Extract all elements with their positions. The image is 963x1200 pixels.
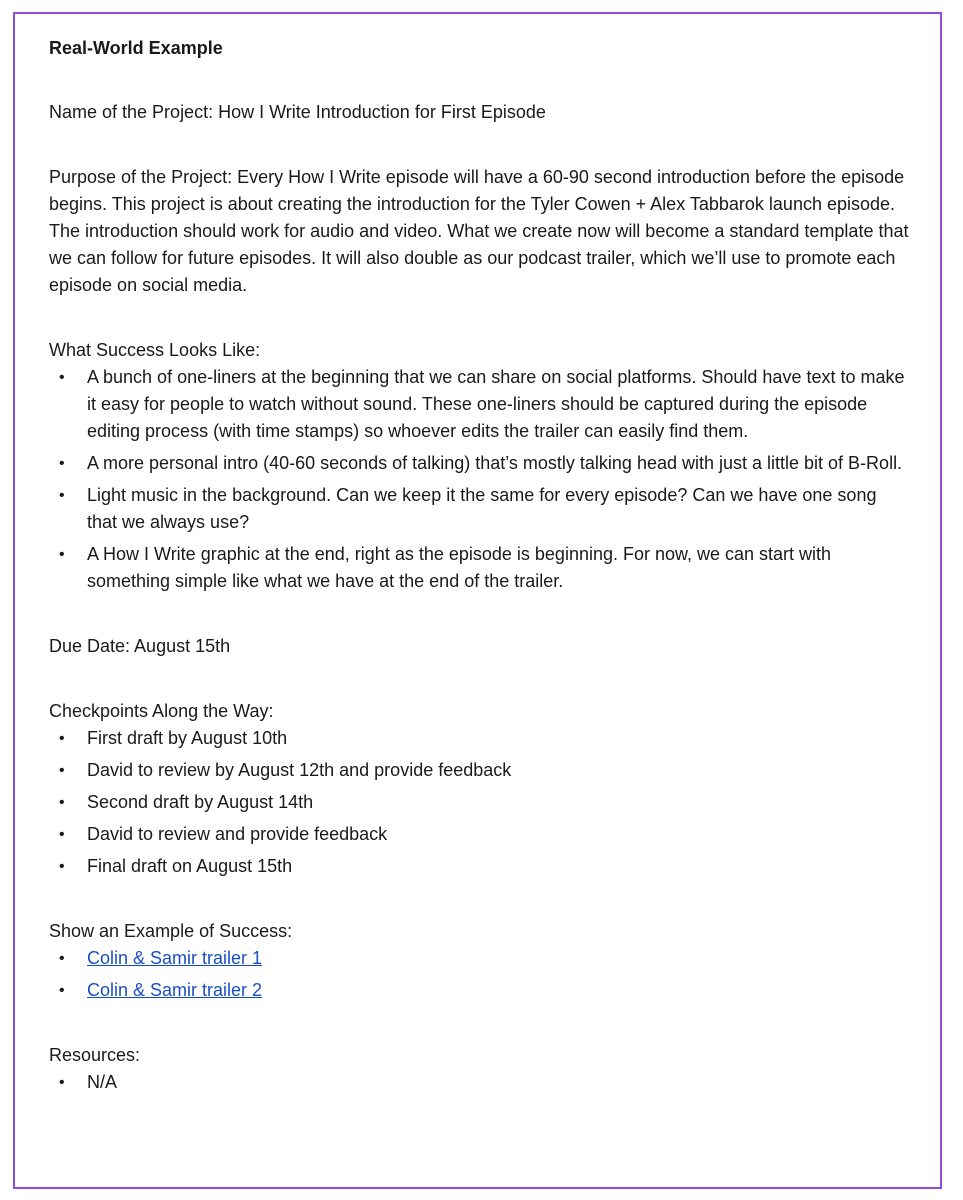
bullet-icon: • — [59, 546, 65, 563]
bullet-icon: • — [59, 950, 65, 967]
trailer-2-link[interactable]: Colin & Samir trailer 2 — [87, 980, 263, 1000]
success-label: What Success Looks Like: — [49, 340, 261, 360]
project-purpose: Purpose of the Project: Every How I Write episode will have a 60-90 second introduction before the episode begins. This project is about creating the introduction for the Tyler Cowen + Alex Tabbarok launch episode. The introduction should work for audio and video. What we create now will become a standard template that we can follow for future episodes. It will also double as our podcast trailer, which we’ll use to promote each episode on social media. — [49, 167, 909, 295]
list-item: • David to review by August 12th and provide feedback — [49, 757, 909, 784]
bullet-icon: • — [59, 730, 65, 747]
document-frame — [13, 12, 942, 1189]
example-label: Show an Example of Success: — [49, 921, 293, 941]
document-content — [49, 35, 909, 1101]
list-item: • N/A — [49, 1069, 909, 1096]
list-item: • Final draft on August 15th — [49, 853, 909, 880]
project-name: Name of the Project: How I Write Introduction for First Episode — [49, 102, 546, 122]
resources-label: Resources: — [49, 1045, 141, 1065]
list-item: • Light music in the background. Can we keep it the same for every episode? Can we have one song that we always use? — [49, 482, 909, 536]
bullet-icon: • — [59, 1074, 65, 1091]
list-item: • A bunch of one-liners at the beginning that we can share on social platforms. Should have text to make it easy for people to watch without sound. These one-liners should be captured during the episode editing process (with time stamps) so whoever edits the trailer can easily find them. — [49, 364, 909, 445]
bullet-icon: • — [59, 762, 65, 779]
checkpoints-label: Checkpoints Along the Way: — [49, 701, 274, 721]
trailer-1-link[interactable]: Colin & Samir trailer 1 — [87, 948, 263, 968]
bullet-icon: • — [59, 982, 65, 999]
list-item: • Second draft by August 14th — [49, 789, 909, 816]
list-item: • First draft by August 10th — [49, 725, 909, 752]
bullet-icon: • — [59, 369, 65, 386]
document-title: Real-World Example — [49, 38, 223, 58]
bullet-icon: • — [59, 455, 65, 472]
example-list — [49, 945, 909, 1004]
list-item: • David to review and provide feedback — [49, 821, 909, 848]
list-item: • A How I Write graphic at the end, right as the episode is beginning. For now, we can start with something simple like what we have at the end of the trailer. — [49, 541, 909, 595]
list-item — [49, 945, 909, 972]
list-item — [49, 977, 909, 1004]
bullet-icon: • — [59, 487, 65, 504]
bullet-icon: • — [59, 794, 65, 811]
bullet-icon: • — [59, 858, 65, 875]
success-list — [49, 364, 909, 595]
list-item: • A more personal intro (40-60 seconds of talking) that’s mostly talking head with just a little bit of B-Roll. — [49, 450, 909, 477]
resources-list — [49, 1069, 909, 1096]
due-date: Due Date: August 15th — [49, 636, 231, 656]
checkpoints-list — [49, 725, 909, 880]
bullet-icon: • — [59, 826, 65, 843]
